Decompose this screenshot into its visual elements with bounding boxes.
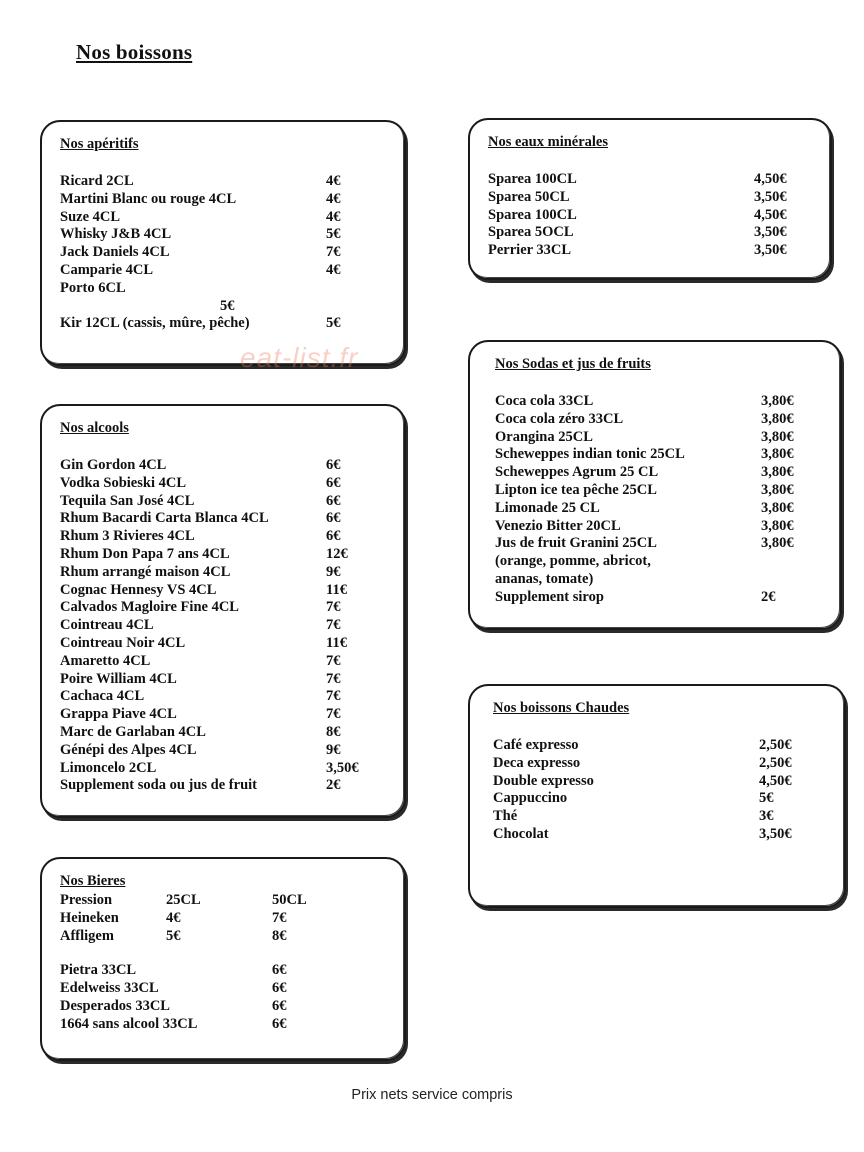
- item-name: Sparea 100CL: [488, 206, 577, 223]
- item-price: 5€: [759, 790, 774, 807]
- item-price: 3,80€: [761, 535, 794, 552]
- item-price: 3,50€: [326, 759, 359, 776]
- beer-name: Heineken: [60, 909, 119, 926]
- item-price: 6€: [272, 997, 287, 1014]
- menu-item: [60, 760, 386, 778]
- menu-item: [495, 518, 822, 536]
- menu-item: [60, 1016, 386, 1034]
- sodas-box: [468, 340, 842, 630]
- menu-item: [493, 808, 826, 826]
- item-name: Sparea 5OCL: [488, 224, 574, 241]
- item-price: 2,50€: [759, 754, 792, 771]
- table-row: [60, 928, 386, 946]
- menu-item: [60, 980, 386, 998]
- price-50cl: 7€: [272, 909, 287, 926]
- menu-item: [60, 998, 386, 1016]
- item-name: Desperados 33CL: [60, 997, 170, 1014]
- menu-item: [60, 671, 386, 689]
- price-50cl: 8€: [272, 927, 287, 944]
- menu-item: [493, 755, 826, 773]
- menu-item: [495, 464, 822, 482]
- item-price: 6€: [326, 492, 341, 509]
- menu-item: [495, 553, 822, 571]
- item-price: 3,80€: [761, 446, 794, 463]
- chaudes-list: [493, 737, 826, 844]
- item-price: 4€: [326, 173, 341, 189]
- item-name: Porto 6CL: [60, 279, 126, 296]
- menu-item: [60, 688, 386, 706]
- aperitifs-list: [60, 173, 386, 333]
- item-price: 8€: [326, 723, 341, 740]
- item-name: 1664 sans alcool 33CL: [60, 1015, 198, 1032]
- beer-name: Affligem: [60, 927, 114, 944]
- menu-item: [60, 962, 386, 980]
- item-name: Gin Gordon 4CL: [60, 457, 167, 473]
- watermark: eat-list.fr: [240, 342, 359, 373]
- menu-item: [60, 191, 386, 209]
- item-price: 9€: [326, 741, 341, 758]
- item-name: Deca expresso: [493, 754, 581, 771]
- column-25cl: 25CL: [166, 892, 201, 908]
- aperitifs-title: Nos apéritifs: [60, 136, 139, 152]
- item-name: Pietra 33CL: [60, 962, 137, 979]
- item-name: Chocolat: [493, 825, 549, 842]
- menu-item: [488, 242, 812, 260]
- alcools-title: Nos alcools: [60, 420, 129, 436]
- item-name: Thé: [493, 808, 518, 825]
- menu-item: [495, 589, 822, 607]
- item-price: 3,80€: [761, 410, 794, 427]
- item-price: 6€: [272, 962, 287, 979]
- item-name: (orange, pomme, abricot,: [495, 553, 651, 570]
- item-price: 7€: [326, 670, 341, 687]
- item-price: 4,50€: [759, 772, 792, 789]
- item-price: 6€: [326, 474, 341, 491]
- menu-item: [60, 777, 386, 795]
- menu-item: [60, 564, 386, 582]
- menu-item: [60, 262, 386, 280]
- item-price: 3,50€: [759, 825, 792, 842]
- item-price: 3€: [759, 808, 774, 825]
- item-name: Coca cola 33CL: [495, 393, 594, 409]
- menu-item: [60, 475, 386, 493]
- item-price: 11€: [326, 634, 347, 651]
- item-name: Rhum Bacardi Carta Blanca 4CL: [60, 510, 269, 527]
- sodas-list: [495, 393, 822, 607]
- menu-item: [60, 457, 386, 475]
- item-price: 3,50€: [754, 224, 787, 241]
- item-price: 3,80€: [761, 428, 794, 445]
- item-price: 6€: [326, 510, 341, 527]
- item-name: Grappa Piave 4CL: [60, 706, 177, 723]
- column-50cl: 50CL: [272, 892, 307, 908]
- menu-item: [60, 493, 386, 511]
- item-name: Cointreau 4CL: [60, 617, 154, 634]
- menu-item: [495, 535, 822, 553]
- item-name: Café expresso: [493, 737, 579, 753]
- menu-item: [60, 599, 386, 617]
- menu-item: [488, 189, 812, 207]
- item-price: 3,80€: [761, 393, 794, 409]
- menu-item: [60, 635, 386, 653]
- item-name: Perrier 33CL: [488, 242, 572, 259]
- table-row: [60, 892, 386, 910]
- menu-item: [495, 411, 822, 429]
- menu-item: [60, 724, 386, 742]
- item-price: 4,50€: [754, 206, 787, 223]
- item-name: Rhum arrangé maison 4CL: [60, 563, 231, 580]
- item-price: 12€: [326, 545, 348, 562]
- item-name: Jus de fruit Granini 25CL: [495, 535, 657, 552]
- bieres-draught-table: [60, 892, 386, 945]
- item-price: 3,50€: [754, 188, 787, 205]
- item-name: Cappuccino: [493, 790, 568, 807]
- item-name: Whisky J&B 4CL: [60, 226, 172, 243]
- menu-item: [60, 653, 386, 671]
- item-price: 7€: [326, 617, 341, 634]
- item-name: Ricard 2CL: [60, 173, 134, 189]
- menu-item: [495, 429, 822, 447]
- menu-item: [493, 826, 826, 844]
- item-name: Coca cola zéro 33CL: [495, 410, 624, 427]
- menu-item: [495, 500, 822, 518]
- menu-item: [495, 482, 822, 500]
- item-price: 4€: [326, 261, 341, 278]
- menu-item: [495, 446, 822, 464]
- item-price: 3,80€: [761, 481, 794, 498]
- page-title: Nos boissons: [76, 40, 193, 64]
- item-name: Sparea 50CL: [488, 188, 570, 205]
- item-price: 3,80€: [761, 499, 794, 516]
- menu-item: [495, 571, 822, 589]
- item-name: Calvados Magloire Fine 4CL: [60, 599, 239, 616]
- menu-item: [60, 528, 386, 546]
- item-name: Marc de Garlaban 4CL: [60, 723, 206, 740]
- sodas-title: Nos Sodas et jus de fruits: [495, 356, 651, 372]
- item-price: 7€: [326, 599, 341, 616]
- menu-item: [60, 315, 386, 333]
- item-name: Jack Daniels 4CL: [60, 244, 170, 261]
- eaux-box: [468, 118, 832, 280]
- chaudes-title: Nos boissons Chaudes: [493, 700, 630, 716]
- item-price: 6€: [272, 980, 287, 997]
- item-name: Venezio Bitter 20CL: [495, 517, 621, 534]
- price-25cl: 4€: [166, 909, 181, 926]
- footer-note: Prix nets service compris: [351, 1087, 513, 1103]
- item-name: Sparea 100CL: [488, 171, 577, 187]
- item-price: 4,50€: [754, 171, 787, 187]
- item-name: Limoncelo 2CL: [60, 759, 157, 776]
- item-name: Cognac Hennesy VS 4CL: [60, 581, 217, 598]
- aperitifs-box: [40, 120, 406, 366]
- menu-item: [60, 546, 386, 564]
- bieres-box: [40, 857, 406, 1061]
- item-price: 5€: [326, 226, 341, 243]
- item-name: Limonade 25 CL: [495, 499, 600, 516]
- menu-item: [60, 510, 386, 528]
- menu-item: [488, 224, 812, 242]
- item-name: Génépi des Alpes 4CL: [60, 741, 197, 758]
- chaudes-box: [468, 684, 846, 908]
- item-price: 4€: [326, 208, 341, 225]
- item-price: 5€: [220, 297, 235, 314]
- price-25cl: 5€: [166, 927, 181, 944]
- bieres-title: Nos Bieres: [60, 873, 126, 889]
- menu-item: [60, 582, 386, 600]
- menu-item: [493, 790, 826, 808]
- menu-item: [493, 737, 826, 755]
- item-price: 4€: [326, 190, 341, 207]
- table-row: [60, 910, 386, 928]
- item-price: 7€: [326, 706, 341, 723]
- item-name: Amaretto 4CL: [60, 652, 151, 669]
- menu-item: [60, 742, 386, 760]
- item-name: Lipton ice tea pêche 25CL: [495, 481, 657, 498]
- item-price: 9€: [326, 563, 341, 580]
- menu-item: [60, 280, 386, 298]
- menu-item: [60, 298, 386, 316]
- menu-item: [60, 209, 386, 227]
- eaux-list: [488, 171, 812, 260]
- item-price: 6€: [326, 457, 341, 473]
- bieres-bottle-list: [60, 962, 386, 1033]
- item-price: 3,80€: [761, 464, 794, 481]
- item-price: 6€: [272, 1015, 287, 1032]
- item-price: 6€: [326, 528, 341, 545]
- item-name: Suze 4CL: [60, 208, 121, 225]
- item-name: Cointreau Noir 4CL: [60, 634, 186, 651]
- item-name: Double expresso: [493, 772, 594, 789]
- menu-item: [495, 393, 822, 411]
- item-price: 2€: [761, 588, 776, 605]
- item-name: Supplement soda ou jus de fruit: [60, 777, 257, 794]
- item-price: 11€: [326, 581, 347, 598]
- item-name: Scheweppes indian tonic 25CL: [495, 446, 685, 463]
- menu-item: [493, 773, 826, 791]
- menu-item: [488, 171, 812, 189]
- menu-item: [60, 226, 386, 244]
- eaux-title: Nos eaux minérales: [488, 134, 609, 150]
- item-name: Orangina 25CL: [495, 428, 593, 445]
- item-price: 2€: [326, 777, 341, 794]
- item-price: 7€: [326, 244, 341, 261]
- item-name: Martini Blanc ou rouge 4CL: [60, 190, 237, 207]
- item-name: Rhum 3 Rivieres 4CL: [60, 528, 195, 545]
- alcools-list: [60, 457, 386, 795]
- item-price: 3,80€: [761, 517, 794, 534]
- item-price: 5€: [326, 315, 341, 332]
- item-price: 2,50€: [759, 737, 792, 753]
- item-price: 3,50€: [754, 242, 787, 259]
- menu-item: [488, 207, 812, 225]
- item-name: Rhum Don Papa 7 ans 4CL: [60, 545, 230, 562]
- menu-item: [60, 244, 386, 262]
- item-name: Scheweppes Agrum 25 CL: [495, 464, 659, 481]
- menu-item: [60, 706, 386, 724]
- item-price: 7€: [326, 652, 341, 669]
- item-name: Cachaca 4CL: [60, 688, 145, 705]
- item-name: Kir 12CL (cassis, mûre, pêche): [60, 315, 250, 332]
- item-price: 7€: [326, 688, 341, 705]
- item-name: Supplement sirop: [495, 588, 604, 605]
- alcools-box: [40, 404, 406, 818]
- item-name: Edelweiss 33CL: [60, 980, 159, 997]
- item-name: Tequila San José 4CL: [60, 492, 195, 509]
- item-name: Poire William 4CL: [60, 670, 177, 687]
- item-name: Camparie 4CL: [60, 261, 154, 278]
- item-name: Vodka Sobieski 4CL: [60, 474, 186, 491]
- menu-item: [60, 173, 386, 191]
- item-name: ananas, tomate): [495, 570, 594, 587]
- beer-name: Pression: [60, 892, 113, 908]
- menu-item: [60, 617, 386, 635]
